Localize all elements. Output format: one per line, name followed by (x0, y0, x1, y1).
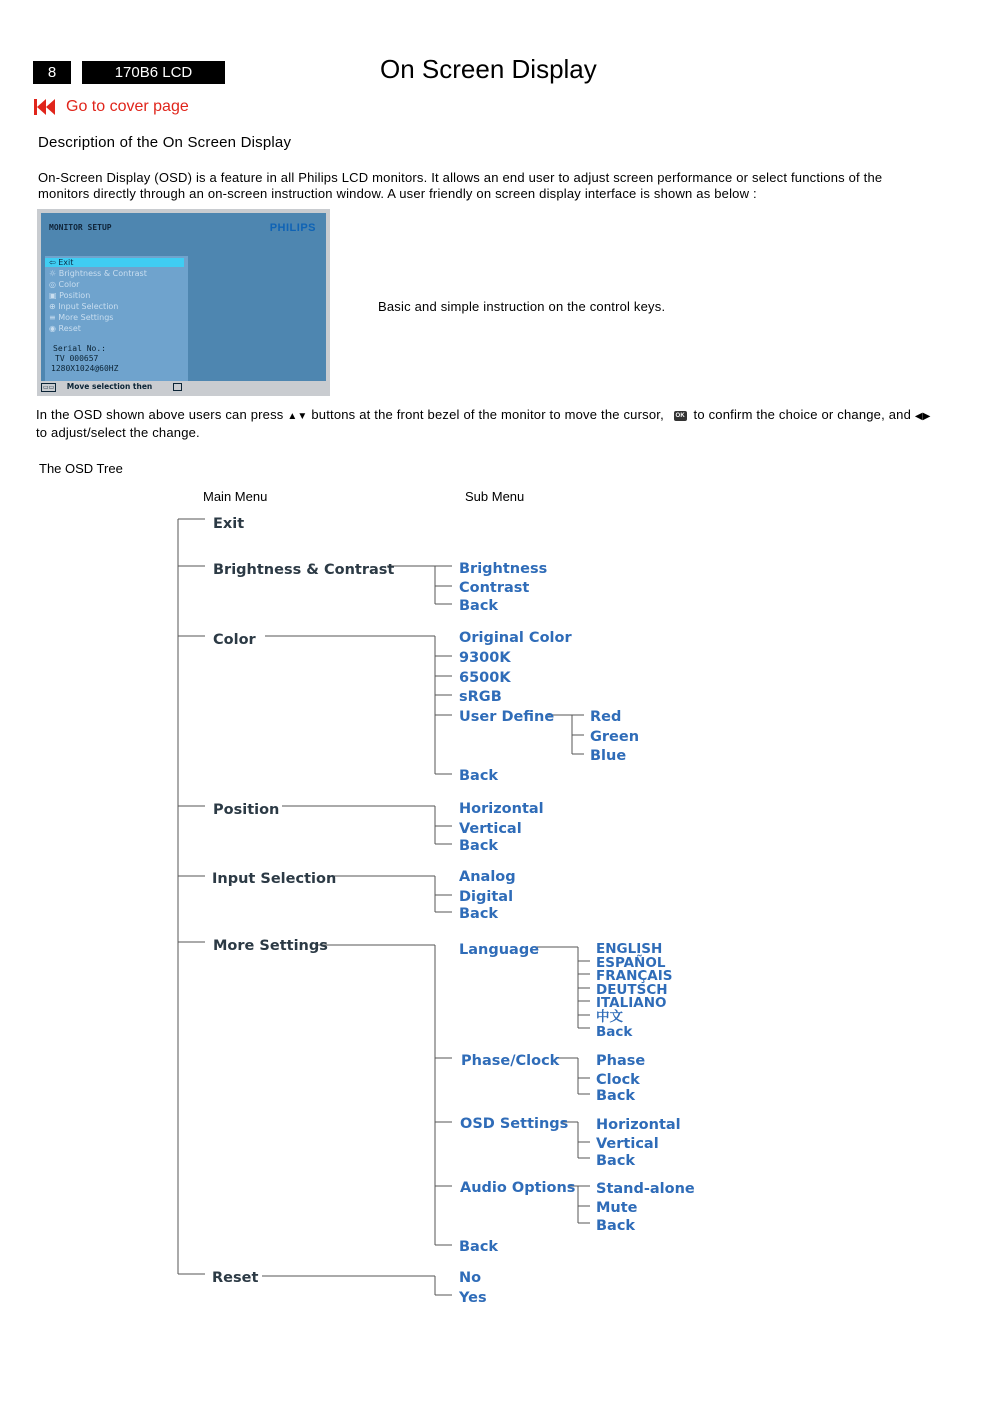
tree-main-exit: Exit (213, 516, 245, 532)
osd-menu-item-color: ◎ Color (49, 280, 80, 289)
tree-lang-back: Back (596, 1024, 633, 1040)
osd-menu-item-input: ⊕ Input Selection (49, 302, 119, 311)
tree-sub-phase-back: Back (596, 1088, 636, 1104)
tree-sub-green: Green (590, 729, 640, 745)
control-text-4: to adjust/select the change. (36, 425, 200, 440)
tree-main-color: Color (213, 632, 256, 648)
control-text-3: to confirm the choice or change, and (693, 407, 912, 422)
tree-sub-color-back: Back (459, 768, 499, 784)
ok-key-icon: OK (675, 412, 685, 419)
tree-sub-blue: Blue (590, 748, 627, 764)
osd-serial-value: TV 000657 (55, 354, 99, 363)
tree-sub-position-horizontal: Horizontal (459, 801, 544, 817)
tree-sub-brightness-back: Back (459, 598, 499, 614)
tree-sub-position-back: Back (459, 838, 499, 854)
control-text-1: In the OSD shown above users can press (36, 407, 284, 422)
osd-footer-keys-icon: ▭▭ (43, 384, 55, 391)
up-down-arrows-icon: ▲▼ (287, 411, 308, 422)
tree-lang-deutsch: DEUTSCH (596, 982, 668, 998)
tree-sub-phase-clock: Phase/Clock (461, 1053, 560, 1069)
osd-menu-item-brightness: ☼ Brightness & Contrast (49, 269, 147, 278)
model-label: 170B6 LCD (82, 61, 225, 84)
tree-sub-osd-vertical: Vertical (596, 1136, 659, 1152)
sub-menu-header: Sub Menu (465, 489, 525, 504)
tree-sub-more-back: Back (459, 1239, 499, 1255)
section-heading: Description of the On Screen Display (38, 134, 292, 151)
main-menu-header: Main Menu (203, 489, 268, 504)
tree-sub-language: Language (459, 942, 540, 958)
tree-sub-analog: Analog (459, 869, 516, 885)
tree-sub-contrast: Contrast (459, 580, 530, 596)
tree-lang-francais: FRANÇAIS (596, 968, 673, 984)
tree-sub-input-back: Back (459, 906, 499, 922)
tree-main-brightness-contrast: Brightness & Contrast (213, 562, 395, 578)
control-text-2: buttons at the front bezel of the monitor to move the cursor, (311, 407, 664, 422)
tree-main-more-settings: More Settings (213, 938, 328, 954)
tree-sub-6500k: 6500K (459, 670, 511, 686)
intro-paragraph: On-Screen Display (OSD) is a feature in all Philips LCD monitors. It allows an end user to adjust screen performance or select functions of the monitors directly through an on-screen instruction window. A user friendly on screen display interface is shown as below : (38, 170, 883, 201)
tree-sub-osd-horizontal: Horizontal (596, 1117, 681, 1133)
osd-serial-label: Serial No.: (53, 344, 106, 353)
tree-sub-mute: Mute (596, 1200, 638, 1216)
tree-sub-clock: Clock (596, 1072, 640, 1088)
osd-footer-text: Move selection then (66, 382, 153, 391)
osd-brand-logo: PHILIPS (269, 222, 316, 234)
tree-sub-position-vertical: Vertical (459, 821, 522, 837)
tree-sub-stand-alone: Stand-alone (596, 1181, 695, 1197)
tree-sub-srgb: sRGB (459, 689, 502, 705)
osd-resolution: 1280X1024@60HZ (51, 364, 119, 373)
tree-sub-brightness: Brightness (459, 561, 548, 577)
tree-sub-phase: Phase (596, 1053, 646, 1069)
tree-sub-digital: Digital (459, 889, 514, 905)
tree-sub-osd-back: Back (596, 1153, 636, 1169)
tree-sub-no: No (459, 1270, 482, 1286)
tree-sub-yes: Yes (459, 1290, 487, 1306)
tree-sub-9300k: 9300K (459, 650, 511, 666)
cover-link-label[interactable]: Go to cover page (66, 98, 189, 115)
osd-menu-item-position: ▣ Position (49, 291, 91, 300)
tree-sub-red: Red (590, 709, 622, 725)
tree-main-input-selection: Input Selection (212, 871, 337, 887)
tree-lang-italiano: ITALIANO (596, 995, 667, 1011)
page-number: 8 (33, 61, 71, 84)
page-title: On Screen Display (380, 54, 597, 84)
tree-sub-audio-back: Back (596, 1218, 636, 1234)
tree-sub-original-color: Original Color (459, 630, 572, 646)
instruction-note: Basic and simple instruction on the control keys. (378, 299, 666, 314)
tree-main-reset: Reset (212, 1270, 259, 1286)
tree-sub-audio-options: Audio Options (460, 1180, 576, 1196)
osd-menu-item-reset: ◉ Reset (49, 324, 81, 333)
osd-title: MONITOR SETUP (49, 223, 112, 232)
tree-lang-chinese: 中文 (596, 1009, 623, 1025)
tree-title: The OSD Tree (39, 461, 123, 476)
tree-lang-english: ENGLISH (596, 941, 663, 957)
tree-main-position: Position (213, 802, 280, 818)
tree-sub-osd-settings: OSD Settings (460, 1116, 569, 1132)
tree-sub-user-define: User Define (459, 709, 555, 725)
osd-menu-item-exit: ⇦ Exit (45, 258, 184, 267)
osd-menu-item-more-settings: ≡ More Settings (49, 313, 114, 322)
tree-lang-espanol: ESPAÑOL (596, 955, 666, 971)
left-right-arrows-icon: ◀▶ (914, 411, 931, 422)
